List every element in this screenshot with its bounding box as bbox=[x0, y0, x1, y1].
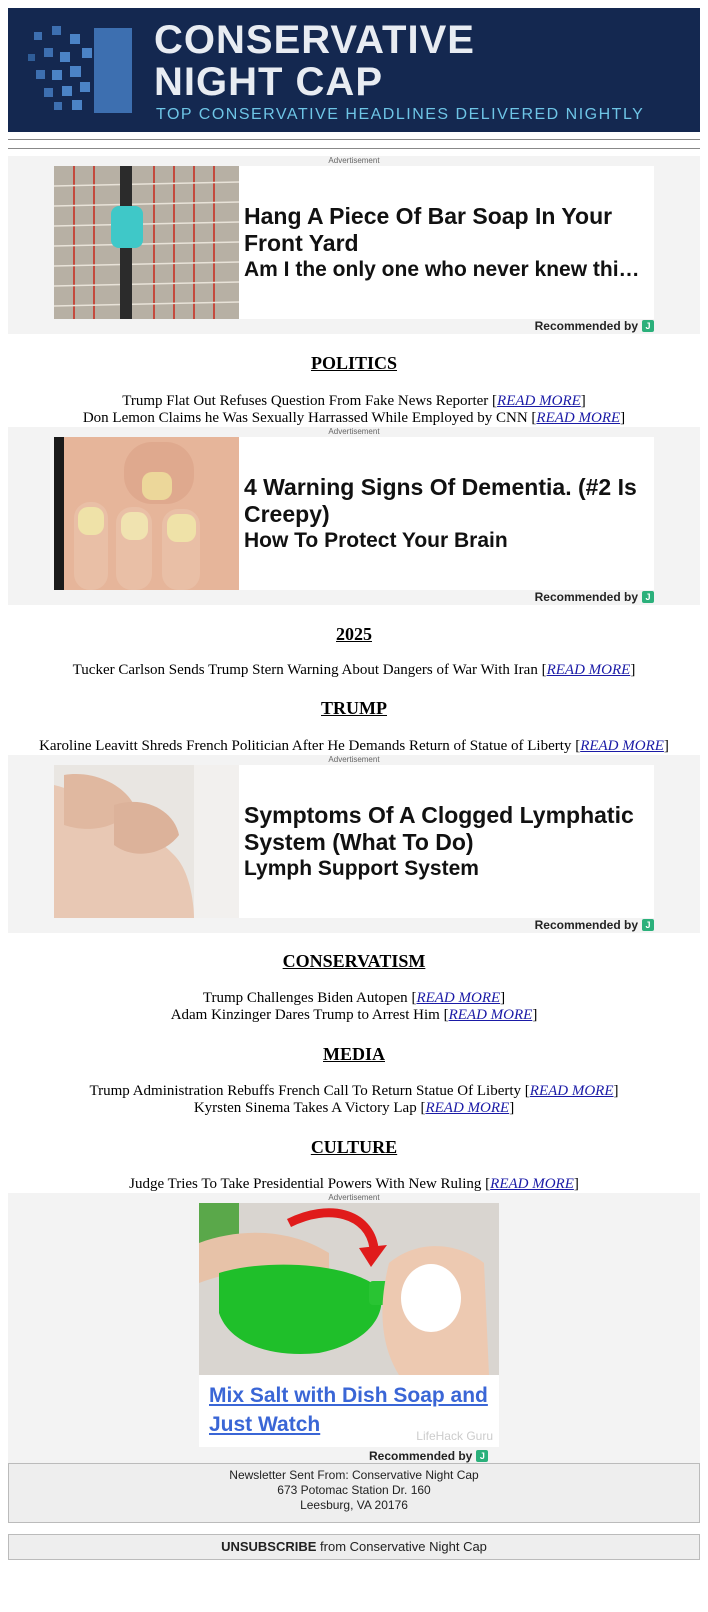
recommended-by-label: Recommended by bbox=[534, 319, 638, 333]
ad-headline-sub: Lymph Support System bbox=[244, 856, 479, 880]
read-more-link[interactable]: READ MORE bbox=[425, 1100, 510, 1116]
read-more-link[interactable]: READ MORE bbox=[536, 410, 621, 426]
story-line: Adam Kinzinger Dares Trump to Arrest Him [READ MORE] bbox=[170, 1007, 538, 1023]
ad-title-link[interactable]: Mix Salt with Dish Soap and Just Watch bbox=[209, 1384, 488, 1436]
ad-thumbnail-nails[interactable] bbox=[54, 437, 239, 590]
recommended-by[interactable] bbox=[535, 590, 654, 604]
ad-source: LifeHack Guru bbox=[416, 1429, 493, 1443]
unsubscribe-bold: UNSUBSCRIBE bbox=[221, 1539, 317, 1554]
footer-line1: Newsletter Sent From: Conservative Night Cap bbox=[229, 1468, 479, 1482]
ad-image-dish-soap[interactable] bbox=[199, 1203, 499, 1375]
story-text: Trump Administration Rebuffs French Call To Return Statue Of Liberty bbox=[89, 1083, 522, 1099]
unsubscribe-link[interactable] bbox=[8, 1534, 700, 1560]
banner-title-line2: NIGHT CAP bbox=[154, 60, 383, 104]
divider bbox=[8, 148, 700, 149]
story-line: Judge Tries To Take Presidential Powers With New Ruling [READ MORE] bbox=[129, 1176, 579, 1192]
header-banner[interactable] bbox=[8, 8, 700, 132]
ad-card[interactable] bbox=[54, 765, 654, 918]
story-line: Trump Administration Rebuffs French Call To Return Statue Of Liberty [READ MORE] bbox=[89, 1083, 619, 1099]
recommended-by[interactable] bbox=[535, 319, 654, 333]
ad-headline-sub: Am I the only one who never knew thi… bbox=[244, 257, 640, 281]
ad-card[interactable] bbox=[199, 1203, 499, 1447]
banner-title-line1: CONSERVATIVE bbox=[154, 18, 475, 62]
advertisement-label: Advertisement bbox=[328, 1193, 380, 1202]
read-more-link[interactable]: READ MORE bbox=[490, 1176, 574, 1192]
sponsored-ad[interactable] bbox=[8, 427, 700, 605]
ad-thumbnail-leg-massage[interactable] bbox=[54, 765, 239, 918]
story-line: Karoline Leavitt Shreds French Politician After He Demands Return of Statue of Liberty [READ MORE] bbox=[39, 738, 669, 754]
ad-thumbnail-soap[interactable] bbox=[54, 166, 239, 319]
unsubscribe-rest: from Conservative Night Cap bbox=[316, 1539, 487, 1554]
section-title-2025: 2025 bbox=[336, 624, 372, 644]
recommended-by-label: Recommended by bbox=[534, 590, 638, 604]
ad-card[interactable] bbox=[54, 166, 654, 319]
recommender-logo-icon: J bbox=[642, 320, 654, 332]
story-text: Adam Kinzinger Dares Trump to Arrest Him bbox=[170, 1007, 440, 1023]
ad-headline-title: Symptoms Of A Clogged Lymphatic System (What To Do) bbox=[244, 801, 634, 855]
read-more-link[interactable]: READ MORE bbox=[416, 990, 501, 1006]
ad-headline[interactable] bbox=[244, 437, 648, 590]
section-title-politics: POLITICS bbox=[310, 353, 398, 373]
ad-headline-title: Hang A Piece Of Bar Soap In Your Front Yard bbox=[244, 202, 613, 256]
ad-headline[interactable] bbox=[244, 166, 648, 319]
footer-line3: Leesburg, VA 20176 bbox=[300, 1498, 408, 1512]
read-more-link[interactable]: READ MORE bbox=[546, 662, 631, 678]
read-more-link[interactable]: READ MORE bbox=[580, 738, 664, 754]
read-more-link[interactable]: READ MORE bbox=[497, 393, 581, 409]
story-text: Trump Flat Out Refuses Question From Fake News Reporter bbox=[122, 393, 489, 409]
read-more-link[interactable]: READ MORE bbox=[529, 1083, 614, 1099]
advertisement-label: Advertisement bbox=[328, 427, 380, 436]
recommended-by[interactable] bbox=[369, 1449, 488, 1463]
story-text: Kyrsten Sinema Takes A Victory Lap bbox=[193, 1100, 417, 1116]
section-title-conservatism: CONSERVATISM bbox=[282, 951, 426, 971]
story-line: Trump Challenges Biden Autopen [READ MORE] bbox=[202, 990, 506, 1006]
recommended-by-label: Recommended by bbox=[534, 918, 638, 932]
story-line: Trump Flat Out Refuses Question From Fake News Reporter [READ MORE] bbox=[122, 393, 586, 409]
advertisement-label: Advertisement bbox=[328, 156, 380, 165]
section-title-culture: CULTURE bbox=[310, 1137, 398, 1157]
story-text: Don Lemon Claims he Was Sexually Harrassed While Employed by CNN bbox=[82, 410, 528, 426]
sponsored-ad[interactable] bbox=[8, 1193, 700, 1463]
read-more-link[interactable]: READ MORE bbox=[448, 1007, 533, 1023]
story-line: Tucker Carlson Sends Trump Stern Warning About Dangers of War With Iran [READ MORE] bbox=[72, 662, 636, 678]
footer-address bbox=[8, 1463, 700, 1523]
story-line: Kyrsten Sinema Takes A Victory Lap [READ MORE] bbox=[193, 1100, 515, 1116]
recommender-logo-icon: J bbox=[642, 919, 654, 931]
ad-headline[interactable] bbox=[244, 765, 648, 918]
ad-headline-title: 4 Warning Signs Of Dementia. (#2 Is Creepy) bbox=[244, 473, 637, 527]
advertisement-label: Advertisement bbox=[328, 755, 380, 764]
story-line: Don Lemon Claims he Was Sexually Harrassed While Employed by CNN [READ MORE] bbox=[82, 410, 626, 426]
sponsored-ad[interactable] bbox=[8, 156, 700, 334]
story-text: Judge Tries To Take Presidential Powers With New Ruling bbox=[129, 1176, 482, 1192]
footer-line2: 673 Potomac Station Dr. 160 bbox=[277, 1483, 431, 1497]
divider bbox=[8, 139, 700, 140]
pixel-logo-icon bbox=[24, 18, 132, 118]
ad-card[interactable] bbox=[54, 437, 654, 590]
ad-headline-sub: How To Protect Your Brain bbox=[244, 528, 508, 552]
recommended-by-label: Recommended by bbox=[369, 1449, 473, 1463]
story-text: Trump Challenges Biden Autopen bbox=[202, 990, 408, 1006]
recommender-logo-icon: J bbox=[476, 1450, 488, 1462]
section-title-trump: TRUMP bbox=[321, 698, 387, 718]
story-text: Tucker Carlson Sends Trump Stern Warning About Dangers of War With Iran bbox=[72, 662, 538, 678]
recommended-by[interactable] bbox=[535, 918, 654, 932]
banner-tagline: TOP CONSERVATIVE HEADLINES DELIVERED NIGHTLY bbox=[156, 106, 645, 123]
section-title-media: MEDIA bbox=[323, 1044, 385, 1064]
recommender-logo-icon: J bbox=[642, 591, 654, 603]
story-text: Karoline Leavitt Shreds French Politician After He Demands Return of Statue of Liberty bbox=[39, 738, 572, 754]
sponsored-ad[interactable] bbox=[8, 755, 700, 933]
